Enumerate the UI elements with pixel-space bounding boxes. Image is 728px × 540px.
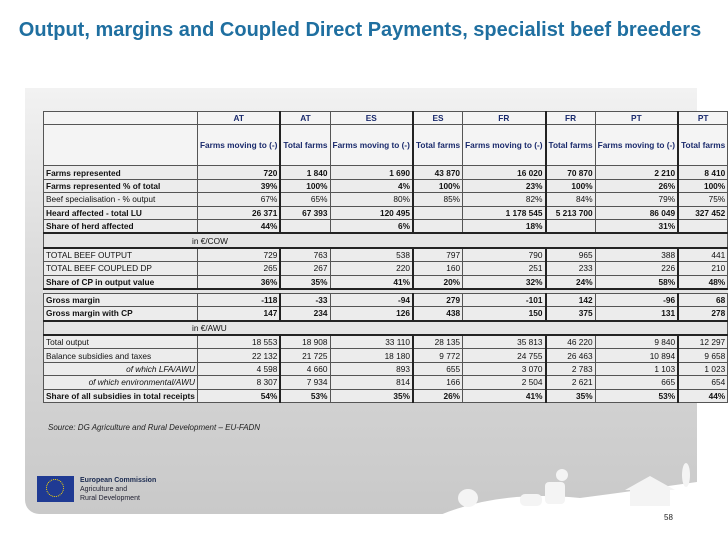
table-cell: 18 553	[197, 335, 280, 349]
table-cell: 67%	[197, 193, 280, 206]
table-cell: -101	[463, 293, 546, 306]
table-cell: 100%	[678, 179, 728, 192]
table-cell: 12 297	[678, 335, 728, 349]
org-dept-line1: Agriculture and	[80, 486, 128, 493]
table-cell: 85%	[413, 193, 463, 206]
table-cell: 265	[197, 262, 280, 275]
table-row	[44, 335, 728, 349]
table-cell: 9 772	[413, 349, 463, 362]
table-cell: 1 840	[280, 166, 330, 179]
table-row	[44, 262, 728, 275]
table-row	[44, 275, 728, 289]
table-cell: 75%	[678, 193, 728, 206]
row-label: Heard affected - total LU	[44, 206, 198, 219]
table-cell: 790	[463, 248, 546, 262]
column-header-group: Farms moving to (-)	[197, 125, 280, 166]
table-cell: 100%	[546, 179, 596, 192]
table-cell: 26%	[595, 179, 678, 192]
table-cell: 36%	[197, 275, 280, 289]
table-cell: 814	[330, 376, 413, 389]
table-cell: 1 690	[330, 166, 413, 179]
table-cell: 35%	[280, 275, 330, 289]
farm-animals-silhouette	[440, 460, 697, 515]
row-label: Total output	[44, 335, 198, 349]
column-header-group: Total farms	[280, 125, 330, 166]
table-cell: -118	[197, 293, 280, 306]
table-cell: 79%	[595, 193, 678, 206]
table-cell: 538	[330, 248, 413, 262]
row-label: Share of all subsidies in total receipts	[44, 389, 198, 402]
column-header-country: AT	[280, 112, 330, 125]
table-cell: 267	[280, 262, 330, 275]
page-number: 58	[664, 513, 673, 522]
table-cell: 278	[678, 307, 728, 321]
row-label: of which LFA/AWU	[44, 362, 198, 375]
table-cell: 44%	[197, 219, 280, 233]
table-cell	[280, 219, 330, 233]
table-cell: 23%	[463, 179, 546, 192]
table-cell: 2 504	[463, 376, 546, 389]
table-cell: 8 410	[678, 166, 728, 179]
table-cell: 375	[546, 307, 596, 321]
table-cell: 142	[546, 293, 596, 306]
table-row	[44, 293, 728, 306]
table-cell: 100%	[280, 179, 330, 192]
table-cell: 665	[595, 376, 678, 389]
table-cell: 9 658	[678, 349, 728, 362]
table-cell	[546, 219, 596, 233]
table-cell: 65%	[280, 193, 330, 206]
table-cell: 33 110	[330, 335, 413, 349]
row-label: Share of herd affected	[44, 219, 198, 233]
table-cell: 5 213 700	[546, 206, 596, 219]
table-cell: 2 783	[546, 362, 596, 375]
table-cell: 388	[595, 248, 678, 262]
table-cell: 21 725	[280, 349, 330, 362]
table-cell: 80%	[330, 193, 413, 206]
column-header-country: PT	[595, 112, 678, 125]
section-unit-label: in €/AWU	[44, 321, 728, 335]
table-cell: 82%	[463, 193, 546, 206]
section-unit-row	[44, 233, 728, 247]
table-cell: 35 813	[463, 335, 546, 349]
table-row	[44, 307, 728, 321]
table-cell: 797	[413, 248, 463, 262]
table-cell: 39%	[197, 179, 280, 192]
org-name: European Commission	[80, 477, 157, 484]
table-cell: 100%	[413, 179, 463, 192]
table-cell: 120 495	[330, 206, 413, 219]
table-cell: 720	[197, 166, 280, 179]
table-cell: 28 135	[413, 335, 463, 349]
table-cell: 24%	[546, 275, 596, 289]
row-label: of which environmental/AWU	[44, 376, 198, 389]
table-cell: -94	[330, 293, 413, 306]
column-header-country: ES	[330, 112, 413, 125]
table-cell: 10 894	[595, 349, 678, 362]
table-row	[44, 349, 728, 362]
table-row	[44, 248, 728, 262]
header-row-group	[44, 125, 728, 166]
column-header-country: FR	[463, 112, 546, 125]
table-cell: 20%	[413, 275, 463, 289]
table-row	[44, 206, 728, 219]
column-header-country: PT	[678, 112, 728, 125]
table-row	[44, 376, 728, 389]
table-cell: 147	[197, 307, 280, 321]
section-unit-row	[44, 321, 728, 335]
table-cell: 43 870	[413, 166, 463, 179]
table-cell: 58%	[595, 275, 678, 289]
table-cell: 279	[413, 293, 463, 306]
table-row	[44, 362, 728, 375]
table-cell: 67 393	[280, 206, 330, 219]
table-cell: 53%	[280, 389, 330, 402]
table-cell: 41%	[463, 389, 546, 402]
table-row	[44, 389, 728, 402]
table-cell: 26%	[413, 389, 463, 402]
header-corner	[44, 112, 198, 125]
row-label: Farms represented	[44, 166, 198, 179]
table-cell: 16 020	[463, 166, 546, 179]
data-table	[43, 111, 728, 403]
table-cell: 26 463	[546, 349, 596, 362]
table-cell: 441	[678, 248, 728, 262]
table-cell: -96	[595, 293, 678, 306]
table-cell: 220	[330, 262, 413, 275]
table-cell: 84%	[546, 193, 596, 206]
table-cell: 2 621	[546, 376, 596, 389]
column-header-country: FR	[546, 112, 596, 125]
table-cell: 48%	[678, 275, 728, 289]
table-cell: 8 307	[197, 376, 280, 389]
table-cell: 4%	[330, 179, 413, 192]
header-corner	[44, 125, 198, 166]
table-cell: 729	[197, 248, 280, 262]
table-cell: 210	[678, 262, 728, 275]
table-cell: 4 598	[197, 362, 280, 375]
table-cell: 4 660	[280, 362, 330, 375]
table-cell: 2 210	[595, 166, 678, 179]
column-header-group: Total farms	[678, 125, 728, 166]
table-cell: 9 840	[595, 335, 678, 349]
table-cell: 3 070	[463, 362, 546, 375]
table-cell: 70 870	[546, 166, 596, 179]
table-cell: 965	[546, 248, 596, 262]
table-cell: 18 908	[280, 335, 330, 349]
table-cell: 35%	[546, 389, 596, 402]
table-row	[44, 179, 728, 192]
table-cell: 32%	[463, 275, 546, 289]
table-cell: 54%	[197, 389, 280, 402]
table-cell: 68	[678, 293, 728, 306]
table-cell: 31%	[595, 219, 678, 233]
column-header-group: Farms moving to (-)	[330, 125, 413, 166]
table-cell: 41%	[330, 275, 413, 289]
table-cell: 86 049	[595, 206, 678, 219]
table-cell: 234	[280, 307, 330, 321]
table-cell	[413, 219, 463, 233]
table-cell: 22 132	[197, 349, 280, 362]
eu-flag-logo	[37, 476, 74, 502]
table-cell: -33	[280, 293, 330, 306]
table-cell: 24 755	[463, 349, 546, 362]
column-header-country: AT	[197, 112, 280, 125]
table-cell	[678, 219, 728, 233]
org-dept-line2: Rural Development	[80, 495, 140, 502]
table-cell: 7 934	[280, 376, 330, 389]
row-label: TOTAL BEEF COUPLED DP	[44, 262, 198, 275]
column-header-group: Total farms	[546, 125, 596, 166]
row-label: Gross margin with CP	[44, 307, 198, 321]
table-cell: 6%	[330, 219, 413, 233]
table-cell: 1 023	[678, 362, 728, 375]
row-label: Beef specialisation - % output	[44, 193, 198, 206]
table-row	[44, 193, 728, 206]
table-cell: 1 103	[595, 362, 678, 375]
table-cell: 438	[413, 307, 463, 321]
column-header-group: Total farms	[413, 125, 463, 166]
table-cell: 53%	[595, 389, 678, 402]
table-row	[44, 166, 728, 179]
table-cell: 26 371	[197, 206, 280, 219]
section-unit-label: in €/COW	[44, 233, 728, 247]
table-cell: 160	[413, 262, 463, 275]
slide-title: Output, margins and Coupled Direct Payments, specialist beef breeders	[18, 19, 702, 41]
table-cell: 251	[463, 262, 546, 275]
row-label: Share of CP in output value	[44, 275, 198, 289]
table-cell: 131	[595, 307, 678, 321]
row-label: Balance subsidies and taxes	[44, 349, 198, 362]
row-label: Gross margin	[44, 293, 198, 306]
table-cell: 166	[413, 376, 463, 389]
column-header-country: ES	[413, 112, 463, 125]
column-header-group: Farms moving to (-)	[595, 125, 678, 166]
column-header-group: Farms moving to (-)	[463, 125, 546, 166]
table-cell	[413, 206, 463, 219]
table-cell: 327 452	[678, 206, 728, 219]
table-cell: 763	[280, 248, 330, 262]
table-cell: 233	[546, 262, 596, 275]
table-cell: 44%	[678, 389, 728, 402]
org-label	[80, 476, 156, 503]
table-cell: 1 178 545	[463, 206, 546, 219]
table-cell: 46 220	[546, 335, 596, 349]
row-label: Farms represented % of total	[44, 179, 198, 192]
source-note: Source: DG Agriculture and Rural Development – EU-FADN	[48, 423, 261, 432]
table-cell: 655	[413, 362, 463, 375]
table-cell: 654	[678, 376, 728, 389]
table-cell: 35%	[330, 389, 413, 402]
table-cell: 226	[595, 262, 678, 275]
table-cell: 18 180	[330, 349, 413, 362]
table-cell: 893	[330, 362, 413, 375]
table-cell: 18%	[463, 219, 546, 233]
table-cell: 126	[330, 307, 413, 321]
table-cell: 150	[463, 307, 546, 321]
row-label: TOTAL BEEF OUTPUT	[44, 248, 198, 262]
table-row	[44, 219, 728, 233]
header-row-country	[44, 112, 728, 125]
